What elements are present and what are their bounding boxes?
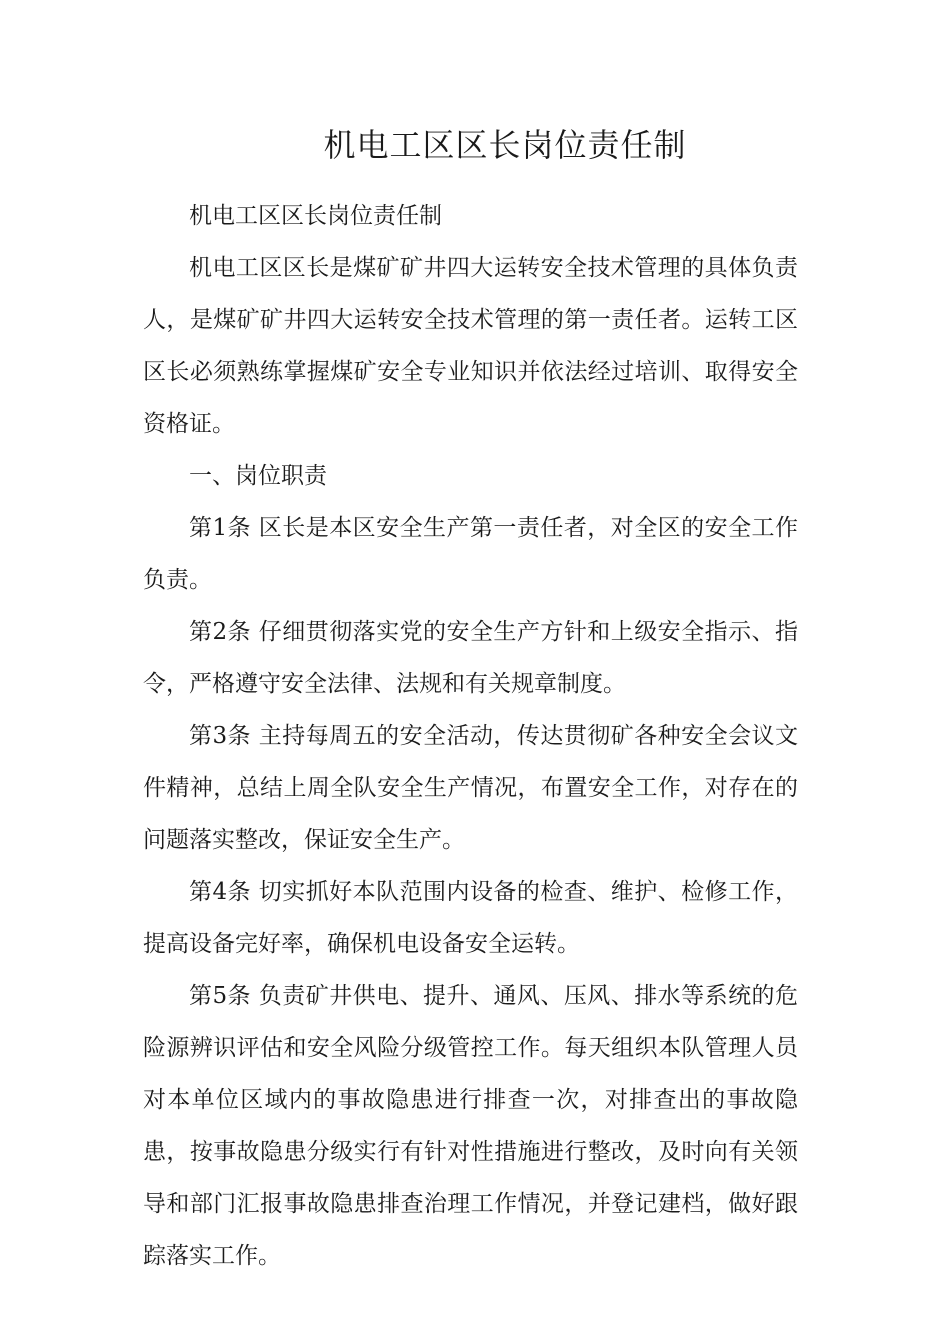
article-3: 第3条 主持每周五的安全活动，传达贯彻矿各种安全会议文件精神，总结上周全队安全生产情况，布置安全工作，对存在的问题落实整改，保证安全生产。 — [143, 723, 798, 853]
article-1: 第1条 区长是本区安全生产第一责任者，对全区的安全工作负责。 — [143, 515, 798, 593]
paragraph-subtitle: 机电工区区长岗位责任制 — [189, 203, 442, 229]
document-title: 机电工区区长岗位责任制 — [323, 126, 687, 164]
article-4: 第4条 切实抓好本队范围内设备的检查、维护、检修工作，提高设备完好率，确保机电设备安全运转。 — [143, 879, 798, 957]
paragraph-intro: 机电工区区长是煤矿矿井四大运转安全技术管理的具体负责人，是煤矿矿井四大运转安全技术管理的第一责任者。运转工区区长必须熟练掌握煤矿安全专业知识并依法经过培训、取得安全资格证。 — [143, 255, 798, 437]
article-5: 第5条 负责矿井供电、提升、通风、压风、排水等系统的危险源辨识评估和安全风险分级管控工作。每天组织本队管理人员对本单位区域内的事故隐患进行排查一次，对排查出的事故隐患，按事故隐患分级实行有针对性措施进行整改，及时向有关领导和部门汇报事故隐患排查治理工作情况，并登记建档，做好跟踪落实工作。 — [143, 983, 798, 1269]
section-heading-duties: 一、岗位职责 — [189, 463, 327, 489]
article-2: 第2条 仔细贯彻落实党的安全生产方针和上级安全指示、指令，严格遵守安全法律、法规和有关规章制度。 — [143, 619, 798, 697]
document-body — [143, 190, 798, 1282]
